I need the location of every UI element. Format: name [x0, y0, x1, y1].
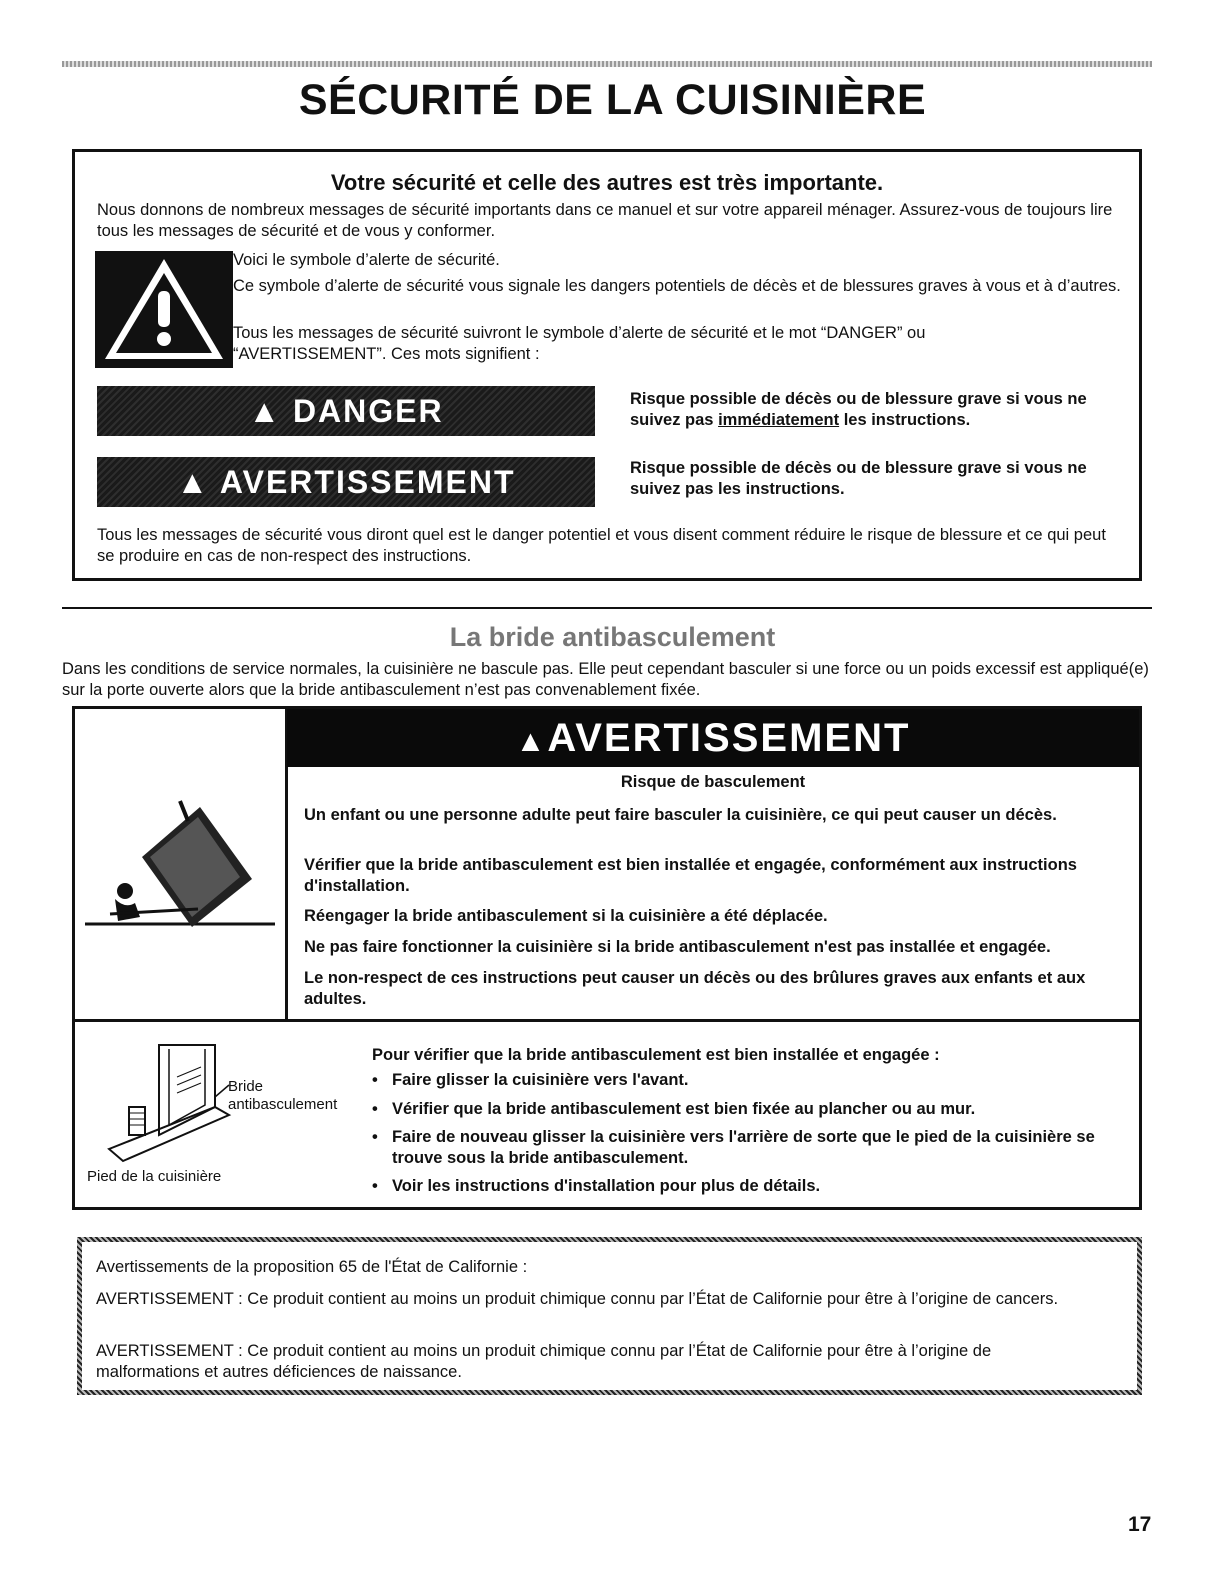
- prop65-title: Avertissements de la proposition 65 de l'État de Californie :: [96, 1258, 528, 1276]
- top-rule: [62, 61, 1152, 67]
- warning-banner: [97, 457, 595, 507]
- safety-info-box: [72, 149, 1142, 581]
- warning-text: Risque possible de décès ou de blessure grave si vous ne suivez pas les instructions.: [630, 459, 1087, 498]
- warning-header: ▲AVERTISSEMENT: [287, 709, 1139, 767]
- prop65-warning-2: AVERTISSEMENT : Ce produit contient au moins un produit chimique connu par l’État de Californie pour être à l’origine de malformations et autres déficiences de naissance.: [96, 1342, 992, 1381]
- check-bullet-1: • Faire glisser la cuisinière vers l'avant.: [392, 1070, 1132, 1091]
- foot-label: Pied de la cuisinière: [87, 1168, 222, 1185]
- anti-tip-intro: Dans les conditions de service normales, la cuisinière ne bascule pas. Elle peut cependant basculer si une force ou un poids excessif est appliqué(e) sur la porte ouverte alors que la bride antibasculement n’est pas convenablement fixée.: [62, 660, 1149, 699]
- warning-line-2: Vérifier que la bride antibasculement est bien installée et engagée, conformément aux instructions d'installation.: [304, 856, 1077, 895]
- warning-line-3: Réengager la bride antibasculement si la cuisinière a été déplacée.: [304, 907, 828, 925]
- prop65-box: [77, 1237, 1142, 1395]
- danger-banner: [97, 386, 595, 436]
- prop65-warning-1: AVERTISSEMENT : Ce produit contient au moins un produit chimique connu par l’État de Californie pour être à l’origine de cancers.: [96, 1290, 1059, 1308]
- check-title: Pour vérifier que la bride antibasculement est bien installée et engagée :: [372, 1046, 940, 1064]
- symbol-desc: Ce symbole d’alerte de sécurité vous signale les dangers potentiels de décès et de blessures graves à vous et à d’autres.: [233, 277, 1121, 295]
- warning-line-1: Un enfant ou une personne adulte peut faire basculer la cuisinière, ce qui peut causer un décès.: [304, 806, 1057, 824]
- symbol-line: Voici le symbole d’alerte de sécurité.: [233, 251, 500, 269]
- safety-alert-symbol-icon: [95, 251, 233, 368]
- tipping-range-illustration: [80, 799, 280, 939]
- bracket-label: Bride antibasculement: [228, 1078, 338, 1113]
- alert-triangle-icon: ▲: [176, 464, 211, 500]
- warning-line-5: Le non-respect de ces instructions peut causer un décès ou des brûlures graves aux enfants et aux adultes.: [304, 969, 1086, 1008]
- page-number: 17: [1128, 1513, 1152, 1536]
- safety-box-title: Votre sécurité et celle des autres est très importante.: [330, 170, 884, 195]
- danger-text: Risque possible de décès ou de blessure grave si vous ne suivez pas immédiatement les instructions.: [630, 390, 1087, 429]
- check-bullet-3: • Faire de nouveau glisser la cuisinière vers l'arrière de sorte que le pied de la cuisinière se trouve sous la bride antibasculement.: [392, 1127, 1137, 1169]
- warning-label: AVERTISSEMENT: [219, 464, 516, 500]
- danger-label: DANGER: [292, 393, 444, 429]
- safety-footer: Tous les messages de sécurité vous diront quel est le danger potentiel et vous disent comment réduire le risque de blessure et ce qui peut se produire en cas de non-respect des instructions.: [97, 526, 1106, 565]
- check-bullet-2: • Vérifier que la bride antibasculement est bien fixée au plancher ou au mur.: [392, 1099, 1132, 1120]
- horizontal-divider: [75, 1019, 1139, 1022]
- messages-desc: Tous les messages de sécurité suivront le symbole d’alerte de sécurité et le mot “DANGER” ou “AVERTISSEMENT”. Ces mots signifient :: [233, 324, 926, 363]
- anti-tip-warning-box: [72, 706, 1142, 1210]
- risk-title: Risque de basculement: [620, 773, 806, 791]
- check-bullet-4: • Voir les instructions d'installation pour plus de détails.: [392, 1176, 1132, 1197]
- safety-intro: Nous donnons de nombreux messages de sécurité importants dans ce manuel et sur votre appareil ménager. Assurez-vous de toujours lire tous les messages de sécurité et de vous y conformer.: [97, 201, 1113, 240]
- section-divider: [62, 607, 1152, 609]
- alert-triangle-icon: ▲: [248, 393, 283, 429]
- page-title: SÉCURITÉ DE LA CUISINIÈRE: [298, 76, 927, 124]
- anti-tip-title: La bride antibasculement: [449, 622, 776, 652]
- alert-triangle-icon: ▲: [515, 725, 548, 758]
- warning-line-4: Ne pas faire fonctionner la cuisinière si la bride antibasculement n'est pas installée et engagée.: [304, 938, 1051, 956]
